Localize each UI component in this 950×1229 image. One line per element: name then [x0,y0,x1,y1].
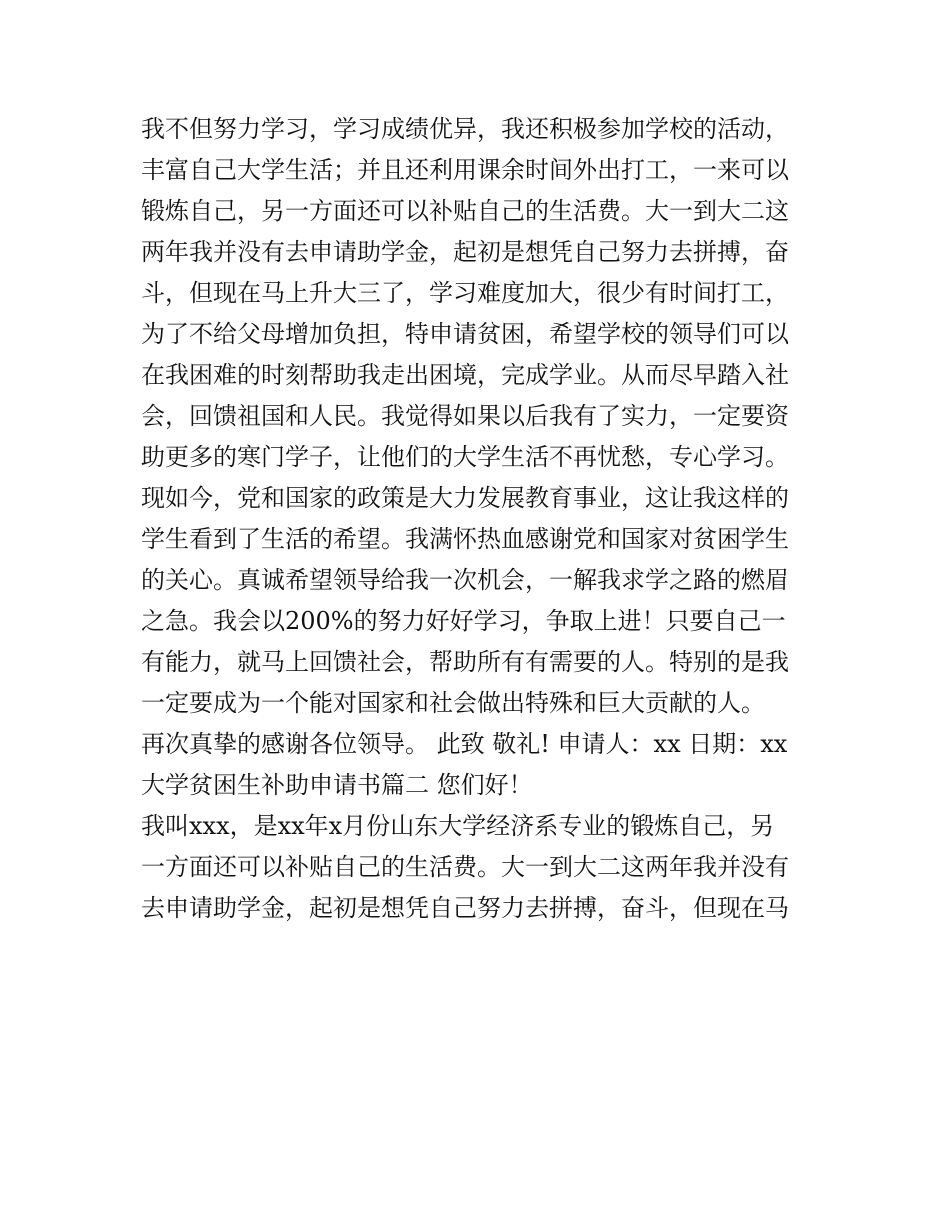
text-line: 大学贫困生补助申请书篇二 您们好！ [141,771,533,799]
text-line: 我叫xxx，是xx年x月份山东大学经济系专业的锻炼自己，另 [141,812,775,840]
text-line: 再次真挚的感谢各位领导。 此致 敬礼! 申请人：xx 日期：xx [141,730,788,758]
text-line: 两年我并没有去申请助学金，起初是想凭自己努力去拼搏，奋 [141,238,789,266]
text-line: 的关心。真诚希望领导给我一次机会，一解我求学之路的燃眉 [141,566,789,594]
text-line: 丰富自己大学生活；并且还利用课余时间外出打工，一来可以 [141,156,789,184]
text-line: 锻炼自己，另一方面还可以补贴自己的生活费。大一到大二这 [141,197,789,225]
text-line: 会，回馈祖国和人民。我觉得如果以后我有了实力，一定要资 [141,402,789,430]
text-line: 斗，但现在马上升大三了，学习难度加大，很少有时间打工， [141,279,789,307]
text-line: 现如今，党和国家的政策是大力发展教育事业，这让我这样的 [141,484,789,512]
text-line: 之急。我会以200%的努力好好学习，争取上进！只要自己一 [141,607,786,635]
text-line: 一方面还可以补贴自己的生活费。大一到大二这两年我并没有 [141,853,789,881]
text-line: 学生看到了生活的希望。我满怀热血感谢党和国家对贫困学生 [141,525,789,553]
text-line: 为了不给父母增加负担，特申请贫困，希望学校的领导们可以 [141,320,789,348]
body-text [141,109,821,929]
text-line: 一定要成为一个能对国家和社会做出特殊和巨大贡献的人。 [141,689,765,717]
text-line: 我不但努力学习，学习成绩优异，我还积极参加学校的活动， [141,115,789,143]
text-line: 去申请助学金，起初是想凭自己努力去拼搏，奋斗，但现在马 [141,894,789,922]
text-line: 在我困难的时刻帮助我走出困境，完成学业。从而尽早踏入社 [141,361,789,389]
text-line: 助更多的寒门学子，让他们的大学生活不再忧愁，专心学习。 [141,443,789,471]
text-line: 有能力，就马上回馈社会，帮助所有有需要的人。特别的是我 [141,648,789,676]
